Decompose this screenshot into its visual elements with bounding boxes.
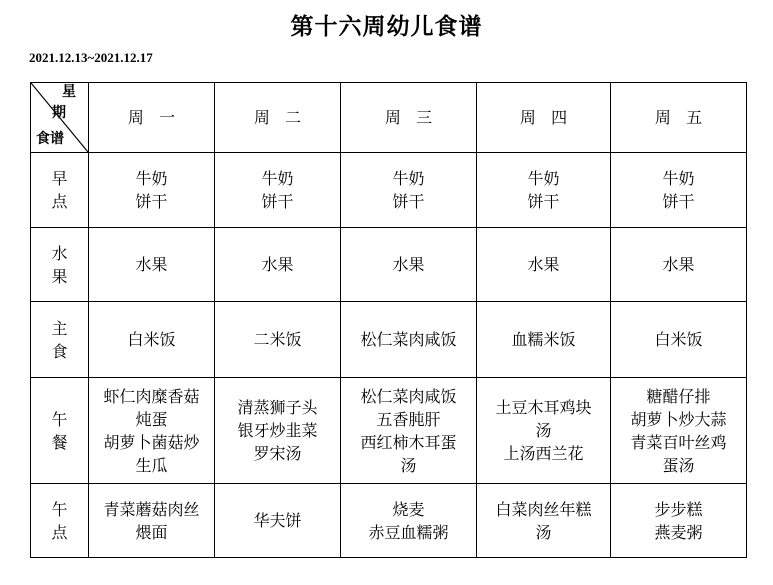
- menu-cell: 青菜蘑菇肉丝 煨面: [89, 484, 215, 558]
- row-label-staple: 主 食: [31, 302, 89, 378]
- menu-cell: 牛奶 饼干: [341, 153, 477, 228]
- day-header-tuesday: 周 二: [215, 83, 341, 153]
- menu-cell: 牛奶 饼干: [477, 153, 611, 228]
- menu-cell: 水果: [477, 228, 611, 302]
- menu-cell: 松仁菜肉咸饭 五香肫肝 西红柿木耳蛋 汤: [341, 378, 477, 484]
- menu-cell: 步步糕 燕麦粥: [611, 484, 747, 558]
- weekly-menu-table: [30, 82, 747, 558]
- menu-cell: 土豆木耳鸡块 汤 上汤西兰花: [477, 378, 611, 484]
- corner-label-weekday-bottom: 期: [52, 105, 66, 121]
- menu-cell: 糖醋仔排 胡萝卜炒大蒜 青菜百叶丝鸡 蛋汤: [611, 378, 747, 484]
- menu-cell: 华夫饼: [215, 484, 341, 558]
- day-header-thursday: 周 四: [477, 83, 611, 153]
- menu-cell: 水果: [611, 228, 747, 302]
- table-row-fruit: [31, 228, 747, 302]
- menu-cell: 白米饭: [89, 302, 215, 378]
- date-range: 2021.12.13~2021.12.17: [29, 50, 153, 65]
- header-row: [31, 83, 747, 153]
- menu-cell: 水果: [215, 228, 341, 302]
- row-label-afternoon-snack: 午 点: [31, 484, 89, 558]
- menu-cell: 白米饭: [611, 302, 747, 378]
- menu-cell: 水果: [341, 228, 477, 302]
- table-row-staple: [31, 302, 747, 378]
- menu-cell: 白菜肉丝年糕 汤: [477, 484, 611, 558]
- row-label-fruit: 水 果: [31, 228, 89, 302]
- corner-header-cell: [31, 83, 89, 153]
- menu-cell: 清蒸狮子头 银牙炒韭菜 罗宋汤: [215, 378, 341, 484]
- menu-cell: 烧麦 赤豆血糯粥: [341, 484, 477, 558]
- menu-title: 第十六周幼儿食谱: [290, 13, 483, 40]
- menu-cell: 牛奶 饼干: [89, 153, 215, 228]
- row-label-lunch: 午 餐: [31, 378, 89, 484]
- table-row-afternoon-snack: [31, 484, 747, 558]
- menu-cell: 牛奶 饼干: [215, 153, 341, 228]
- day-header-wednesday: 周 三: [341, 83, 477, 153]
- menu-cell: 水果: [89, 228, 215, 302]
- table-row-breakfast-snack: [31, 153, 747, 228]
- menu-cell: 虾仁肉糜香菇 炖蛋 胡萝卜菌菇炒 生瓜: [89, 378, 215, 484]
- corner-label-menu: 食谱: [36, 131, 64, 147]
- day-header-friday: 周 五: [611, 83, 747, 153]
- menu-cell: 牛奶 饼干: [611, 153, 747, 228]
- menu-cell: 松仁菜肉咸饭: [341, 302, 477, 378]
- corner-label-weekday-top: 星: [62, 84, 76, 100]
- day-header-monday: 周 一: [89, 83, 215, 153]
- row-label-breakfast-snack: 早 点: [31, 153, 89, 228]
- menu-cell: 二米饭: [215, 302, 341, 378]
- menu-cell: 血糯米饭: [477, 302, 611, 378]
- table-row-lunch: [31, 378, 747, 484]
